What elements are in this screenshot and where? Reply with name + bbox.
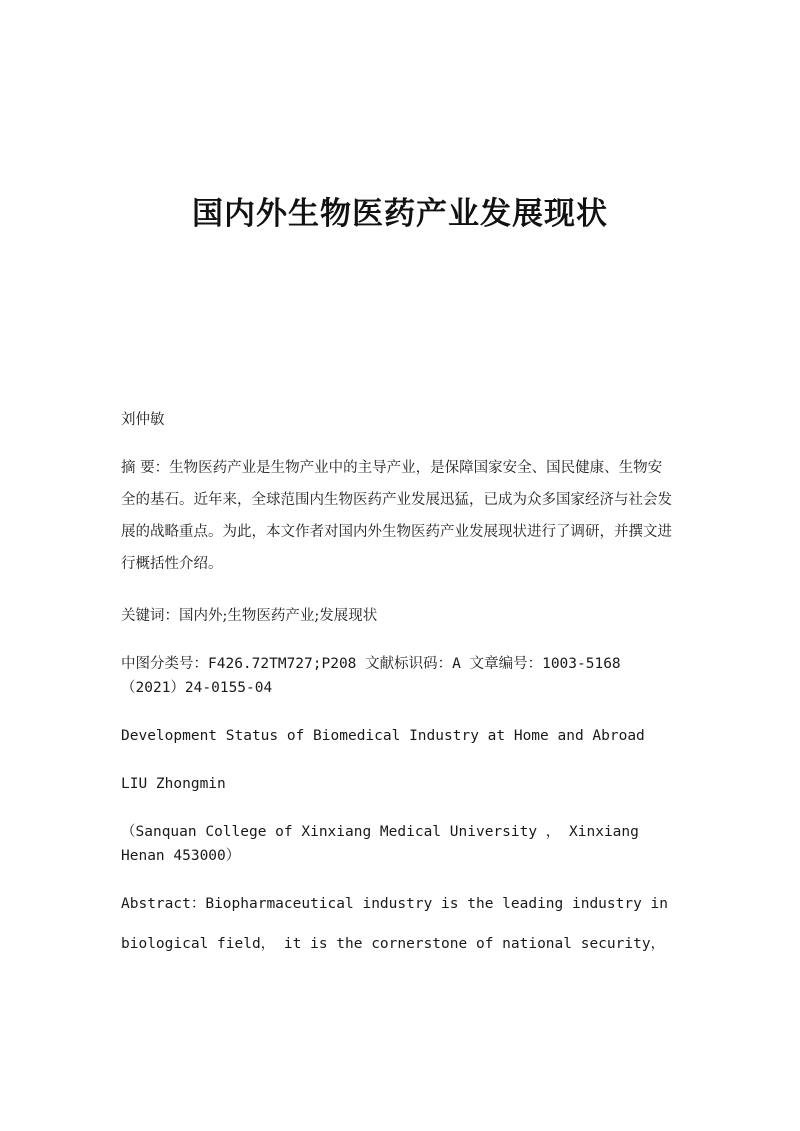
abstract-english: Abstract：Biopharmaceutical industry is the leading industry in biological field， it is the cornerstone of national security，: [121, 896, 669, 952]
author-name: 刘仲敏: [121, 412, 165, 428]
abstract-chinese: 摘 要：生物医药产业是生物产业中的主导产业，是保障国家安全、国民健康、生物安全的基石。近年来，全球范围内生物医药产业发展迅猛，已成为众多国家经济与社会发展的战略重点。为此，本文作者对国内外生物医药产业发展现状进行了调研，并撰文进行概括性介绍。: [121, 460, 672, 572]
english-author: LIU Zhongmin: [121, 776, 226, 792]
english-affiliation: （Sanquan College of Xinxiang Medical University ， Xinxiang Henan 453000）: [121, 824, 639, 864]
paper-body: [121, 408, 676, 988]
english-title: Development Status of Biomedical Industry at Home and Abroad: [121, 728, 645, 744]
keywords: 关键词：国内外;生物医药产业;发展现状: [121, 608, 378, 624]
classification-info: 中图分类号：F426.72TM727;P208 文献标识码：A 文章编号：1003-5168（2021）24-0155-04: [121, 656, 621, 696]
paper-title: 国内外生物医药产业发展现状: [192, 196, 608, 232]
